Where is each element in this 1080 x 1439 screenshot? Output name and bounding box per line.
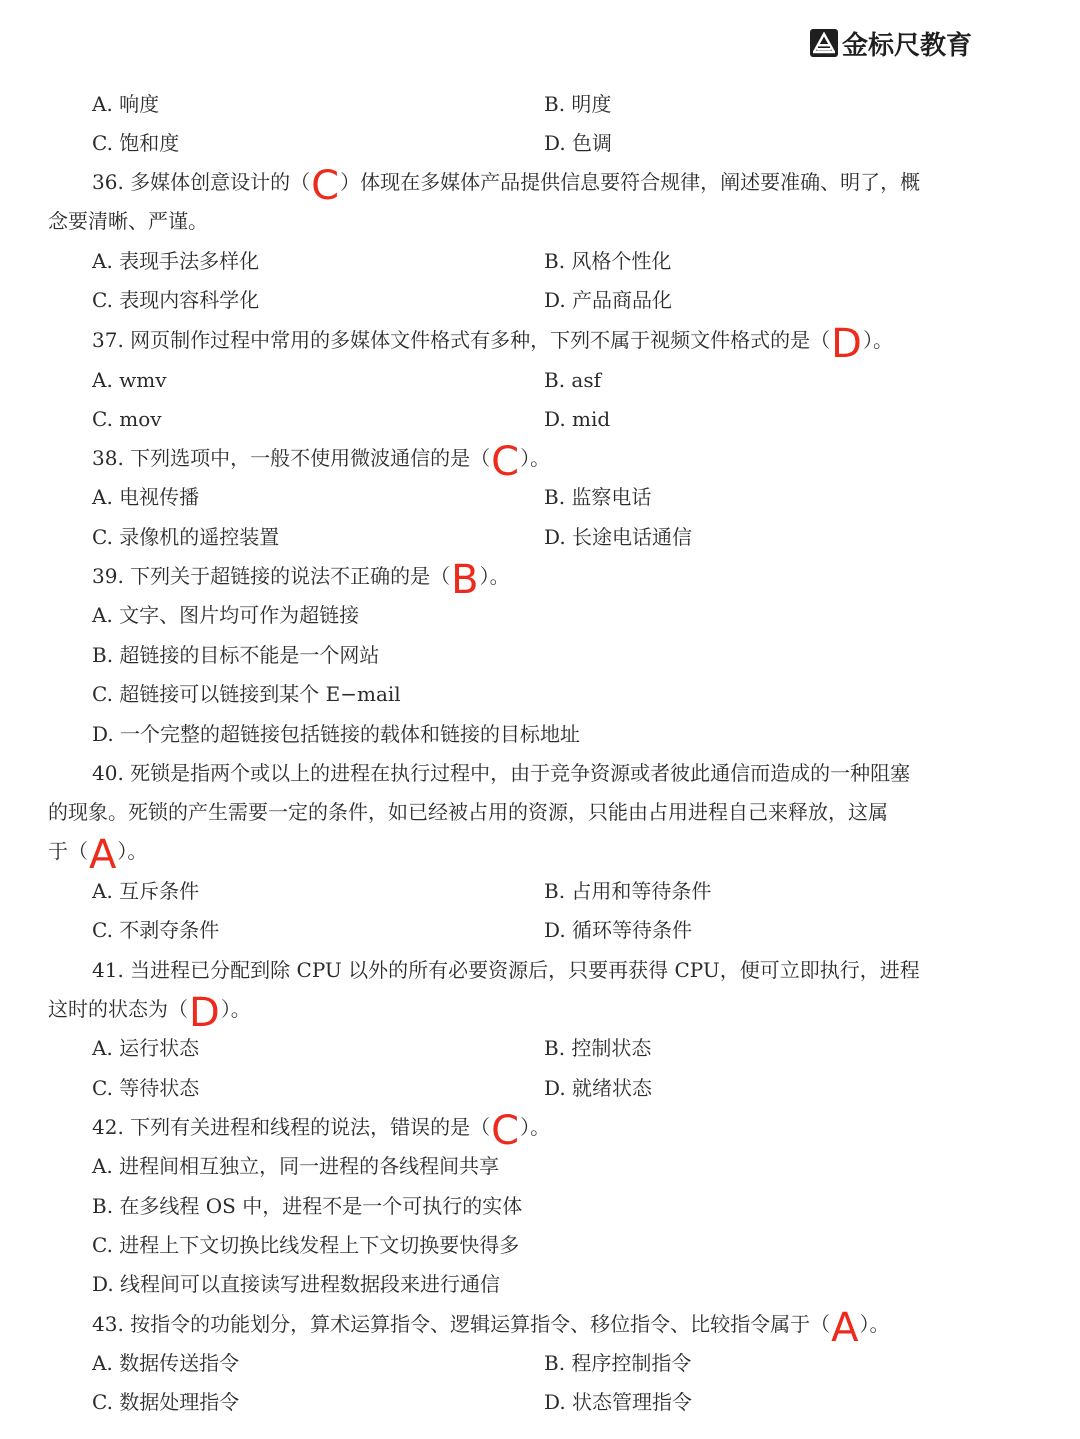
q39-stem-text-end: ）。 [479, 564, 510, 588]
q40-option-c: C. 不剥夺条件 [92, 918, 220, 942]
q38-option-b: B. 监察电话 [544, 485, 652, 509]
q36-stem-text: 36. 多媒体创意设计的（ [92, 170, 311, 194]
q36-stem-continued: 念要清晰、严谨。 [48, 209, 208, 233]
q40-option-d: D. 循环等待条件 [544, 918, 693, 942]
q42-answer-mark: C [491, 1107, 520, 1154]
q35-option-d: D. 色调 [544, 131, 613, 155]
q37-answer-mark: D [831, 320, 862, 367]
q39-answer-mark: B [451, 556, 479, 603]
q41-option-b: B. 控制状态 [544, 1036, 652, 1060]
q40-option-a: A. 互斥条件 [92, 879, 200, 903]
q38-stem-text-end: ）。 [520, 446, 551, 470]
q41-stem-text-end: ）。 [220, 997, 251, 1021]
q38-option-d: D. 长途电话通信 [544, 525, 693, 549]
brand-logo-icon [810, 29, 838, 57]
q37-stem-text-end: ）。 [862, 328, 893, 352]
q36-option-d: D. 产品商品化 [544, 288, 673, 312]
q43-option-d: D. 状态管理指令 [544, 1390, 693, 1414]
q40-stem-text-end: ）。 [117, 839, 148, 863]
q40-stem-continued: 的现象。死锁的产生需要一定的条件，如已经被占用的资源，只能由占用进程自己来释放，这属 [48, 800, 888, 824]
q40-stem: 40. 死锁是指两个或以上的进程在执行过程中，由于竞争资源或者彼此通信而造成的一种阻塞 [92, 761, 911, 785]
q39-stem [92, 556, 510, 603]
q38-option-c: C. 录像机的遥控装置 [92, 525, 280, 549]
q41-option-c: C. 等待状态 [92, 1076, 200, 1100]
q42-stem-text-end: ）。 [520, 1115, 551, 1139]
q42-option-b: B. 在多线程 OS 中，进程不是一个可执行的实体 [92, 1194, 523, 1218]
q36-stem [92, 162, 921, 209]
q41-stem-text: 这时的状态为（ [48, 997, 188, 1021]
q38-stem [92, 438, 551, 485]
q42-stem-text: 42. 下列有关进程和线程的说法，错误的是（ [92, 1115, 491, 1139]
q38-stem-text: 38. 下列选项中，一般不使用微波通信的是（ [92, 446, 491, 470]
q39-option-a: A. 文字、图片均可作为超链接 [92, 603, 360, 627]
q37-stem [92, 320, 893, 367]
q42-stem [92, 1107, 551, 1154]
q41-option-d: D. 就绪状态 [544, 1076, 653, 1100]
q41-option-a: A. 运行状态 [92, 1036, 200, 1060]
q38-option-a: A. 电视传播 [92, 485, 200, 509]
q41-stem: 41. 当进程已分配到除 CPU 以外的所有必要资源后，只要再获得 CPU，便可立即执行，进程 [92, 958, 920, 982]
q37-option-d: D. mid [544, 407, 611, 431]
q42-option-a: A. 进程间相互独立，同一进程的各线程间共享 [92, 1154, 500, 1178]
q41-stem-continued [48, 989, 251, 1036]
q40-stem-continued-2 [48, 831, 148, 878]
q43-option-c: C. 数据处理指令 [92, 1390, 240, 1414]
q40-answer-mark: A [89, 831, 117, 878]
q39-stem-text: 39. 下列关于超链接的说法不正确的是（ [92, 564, 451, 588]
q36-option-a: A. 表现手法多样化 [92, 249, 260, 273]
q41-answer-mark: D [189, 989, 220, 1036]
q39-option-c: C. 超链接可以链接到某个 E−mail [92, 682, 401, 706]
q43-stem-text: 43. 按指令的功能划分，算术运算指令、逻辑运算指令、移位指令、比较指令属于（ [92, 1312, 831, 1336]
q43-answer-mark: A [831, 1304, 859, 1351]
q43-option-a: A. 数据传送指令 [92, 1351, 240, 1375]
q37-stem-text: 37. 网页制作过程中常用的多媒体文件格式有多种，下列不属于视频文件格式的是（ [92, 328, 831, 352]
q35-option-c: C. 饱和度 [92, 131, 180, 155]
q40-option-b: B. 占用和等待条件 [544, 879, 712, 903]
q43-option-b: B. 程序控制指令 [544, 1351, 692, 1375]
q40-stem-text: 于（ [48, 839, 88, 863]
q42-option-d: D. 线程间可以直接读写进程数据段来进行通信 [92, 1272, 501, 1296]
q37-option-a: A. wmv [92, 368, 167, 392]
q35-option-b: B. 明度 [544, 92, 612, 116]
brand-name: 金标尺教育 [842, 30, 973, 61]
q43-stem-text-end: ）。 [859, 1312, 890, 1336]
q36-option-b: B. 风格个性化 [544, 249, 672, 273]
q39-option-d: D. 一个完整的超链接包括链接的载体和链接的目标地址 [92, 722, 581, 746]
q36-answer-mark: C [311, 162, 340, 209]
q36-option-c: C. 表现内容科学化 [92, 288, 260, 312]
q35-option-a: A. 响度 [92, 92, 160, 116]
q37-option-b: B. asf [544, 368, 602, 392]
q39-option-b: B. 超链接的目标不能是一个网站 [92, 643, 380, 667]
q43-stem [92, 1304, 890, 1351]
q36-stem-text-end: ）体现在多媒体产品提供信息要符合规律，阐述要准确、明了，概 [340, 170, 921, 194]
q38-answer-mark: C [491, 438, 520, 485]
q42-option-c: C. 进程上下文切换比线发程上下文切换要快得多 [92, 1233, 520, 1257]
brand-logo [810, 26, 972, 60]
q37-option-c: C. mov [92, 407, 162, 431]
